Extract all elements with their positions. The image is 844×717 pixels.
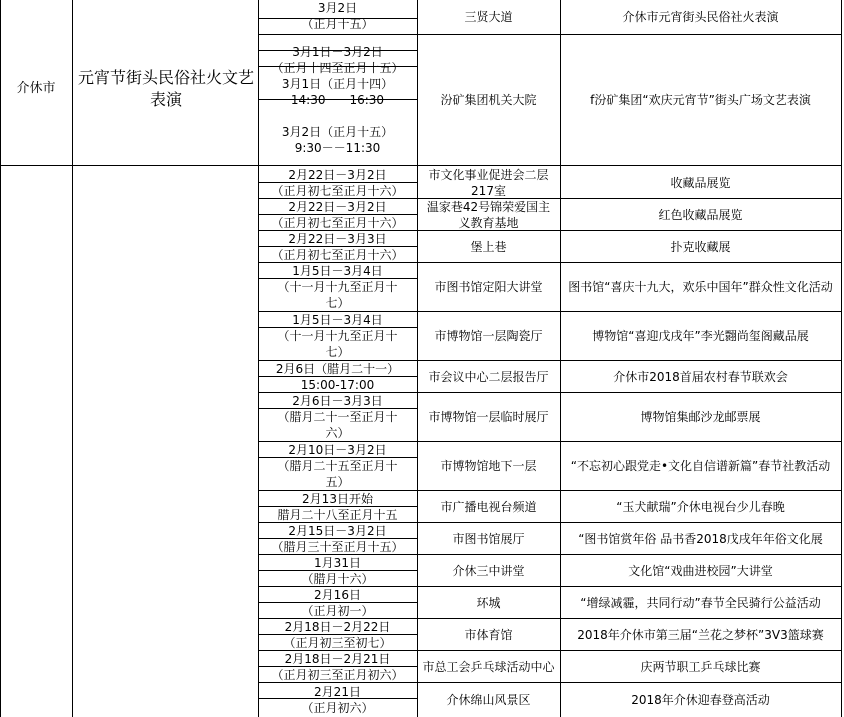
time-cell: 2月22日－3月2日 （正月初七至正月十六）: [271, 167, 404, 198]
time-cell: 2月18日－2月21日 （正月初三至正月初六）: [271, 651, 404, 682]
venue-cell: 市博物馆一层临时展厅: [428, 410, 549, 424]
event-cell: “增绿减霾，共同行动”春节全民骑行公益活动: [580, 595, 821, 610]
time-cell: 2月22日－3月2日 （正月初七至正月十六）: [271, 199, 404, 230]
time-cell: 3月1日－3月2日 （正月十四至正月十五） 3月1日（正月十四） 14:30－－16:30 3月2日（正月十五） 9:30－－11:30: [271, 45, 404, 155]
venue-cell: 三贤大道: [464, 10, 513, 24]
event-cell: “不忘初心跟党走•文化自信谱新篇”春节社教活动: [570, 459, 831, 473]
venue-cell: 堡上巷: [470, 239, 507, 254]
time-cell: 2月16日 （正月初一）: [301, 587, 374, 618]
event-cell: 2018年介休迎春登高活动: [631, 693, 770, 707]
venue-cell: 汾矿集团机关大院: [440, 93, 537, 107]
event-cell: 2018年介休市第三届“兰花之梦杯”3V3篮球赛: [577, 627, 824, 642]
venue-cell: 市图书馆展厅: [452, 531, 525, 546]
region-cell: 介休市: [16, 80, 56, 96]
time-cell: 2月22日－3月3日 （正月初七至正月十六）: [271, 231, 404, 262]
time-cell: 1月31日 （腊月十六）: [301, 555, 374, 586]
venue-cell: 介休绵山风景区: [446, 693, 531, 707]
time-cell: 1月5日－3月4日 （十一月十九至正月十 七）: [277, 313, 398, 359]
time-cell: 3月2日 （正月十五）: [301, 1, 374, 31]
event-cell: f汾矿集团“欢庆元宵节”街头广场文艺表演: [590, 93, 811, 107]
table-border: [841, 0, 842, 717]
time-cell: 2月18日－2月22日 （正月初三至初七）: [283, 619, 392, 650]
event-cell: 介休市2018首届农村春节联欢会: [613, 369, 788, 384]
venue-cell: 市图书馆定阳大讲堂: [434, 280, 543, 294]
time-cell: 2月13日开始 腊月二十八至正月十五: [277, 491, 398, 522]
event-cell: 庆两节职工乒乓球比赛: [640, 659, 761, 674]
time-cell: 2月21日 （正月初六）: [301, 685, 374, 715]
venue-cell: 市总工会乒乓球活动中心: [422, 659, 555, 674]
time-cell: 2月15日－3月2日 （腊月三十至正月十五）: [271, 523, 404, 554]
time-cell: 2月10日－3月2日 （腊月二十五至正月十 五）: [277, 443, 398, 489]
event-cell: 文化馆“戏曲进校园”大讲堂: [628, 563, 773, 578]
event-cell: 博物馆集邮沙龙邮票展: [640, 410, 761, 424]
venue-cell: 介休三中讲堂: [452, 563, 525, 578]
venue-cell: 温家巷42号锦荣爱国主义教育基地: [426, 199, 551, 230]
table-border: [72, 166, 73, 717]
venue-cell: 环城: [476, 595, 501, 610]
venue-cell: 市博物馆一层陶瓷厅: [434, 329, 543, 343]
event-cell: 图书馆“喜庆十九大，欢乐中国年”群众性文化活动: [568, 280, 833, 294]
table-border: [0, 166, 1, 717]
venue-cell: 市广播电视台频道: [440, 499, 537, 514]
time-cell: 1月5日－3月4日 （十一月十九至正月十 七）: [277, 264, 398, 310]
venue-cell: 市文化事业促进会二层217室: [428, 167, 549, 198]
venue-cell: 市体育馆: [464, 627, 513, 642]
event-cell: 红色收藏品展览: [658, 207, 743, 222]
event-cell: 介休市元宵街头民俗社火表演: [622, 10, 779, 24]
event-cell: “玉犬献瑞”介休电视台少儿春晚: [616, 499, 785, 514]
event-cell: 博物馆“喜迎戊戌年”李光翾尚玺阁藏品展: [592, 329, 809, 343]
table-border: [0, 165, 841, 166]
event-cell: “图书馆赏年俗 品书香2018戊戌年年俗文化展: [578, 531, 823, 546]
event-cell: 收藏品展览: [670, 175, 731, 190]
table-border: [0, 0, 1, 165]
venue-cell: 市会议中心二层报告厅: [428, 369, 549, 384]
time-cell: 2月6日－3月3日 （腊月二十一至正月十 六）: [277, 394, 398, 440]
event-cell: 扑克收藏展: [670, 239, 731, 254]
category-cell: 元宵节街头民俗社火文艺表演: [77, 68, 254, 109]
table-border: [72, 0, 73, 165]
venue-cell: 市博物馆地下一层: [440, 459, 537, 473]
time-cell: 2月6日（腊月二十一） 15:00-17:00: [275, 361, 400, 392]
